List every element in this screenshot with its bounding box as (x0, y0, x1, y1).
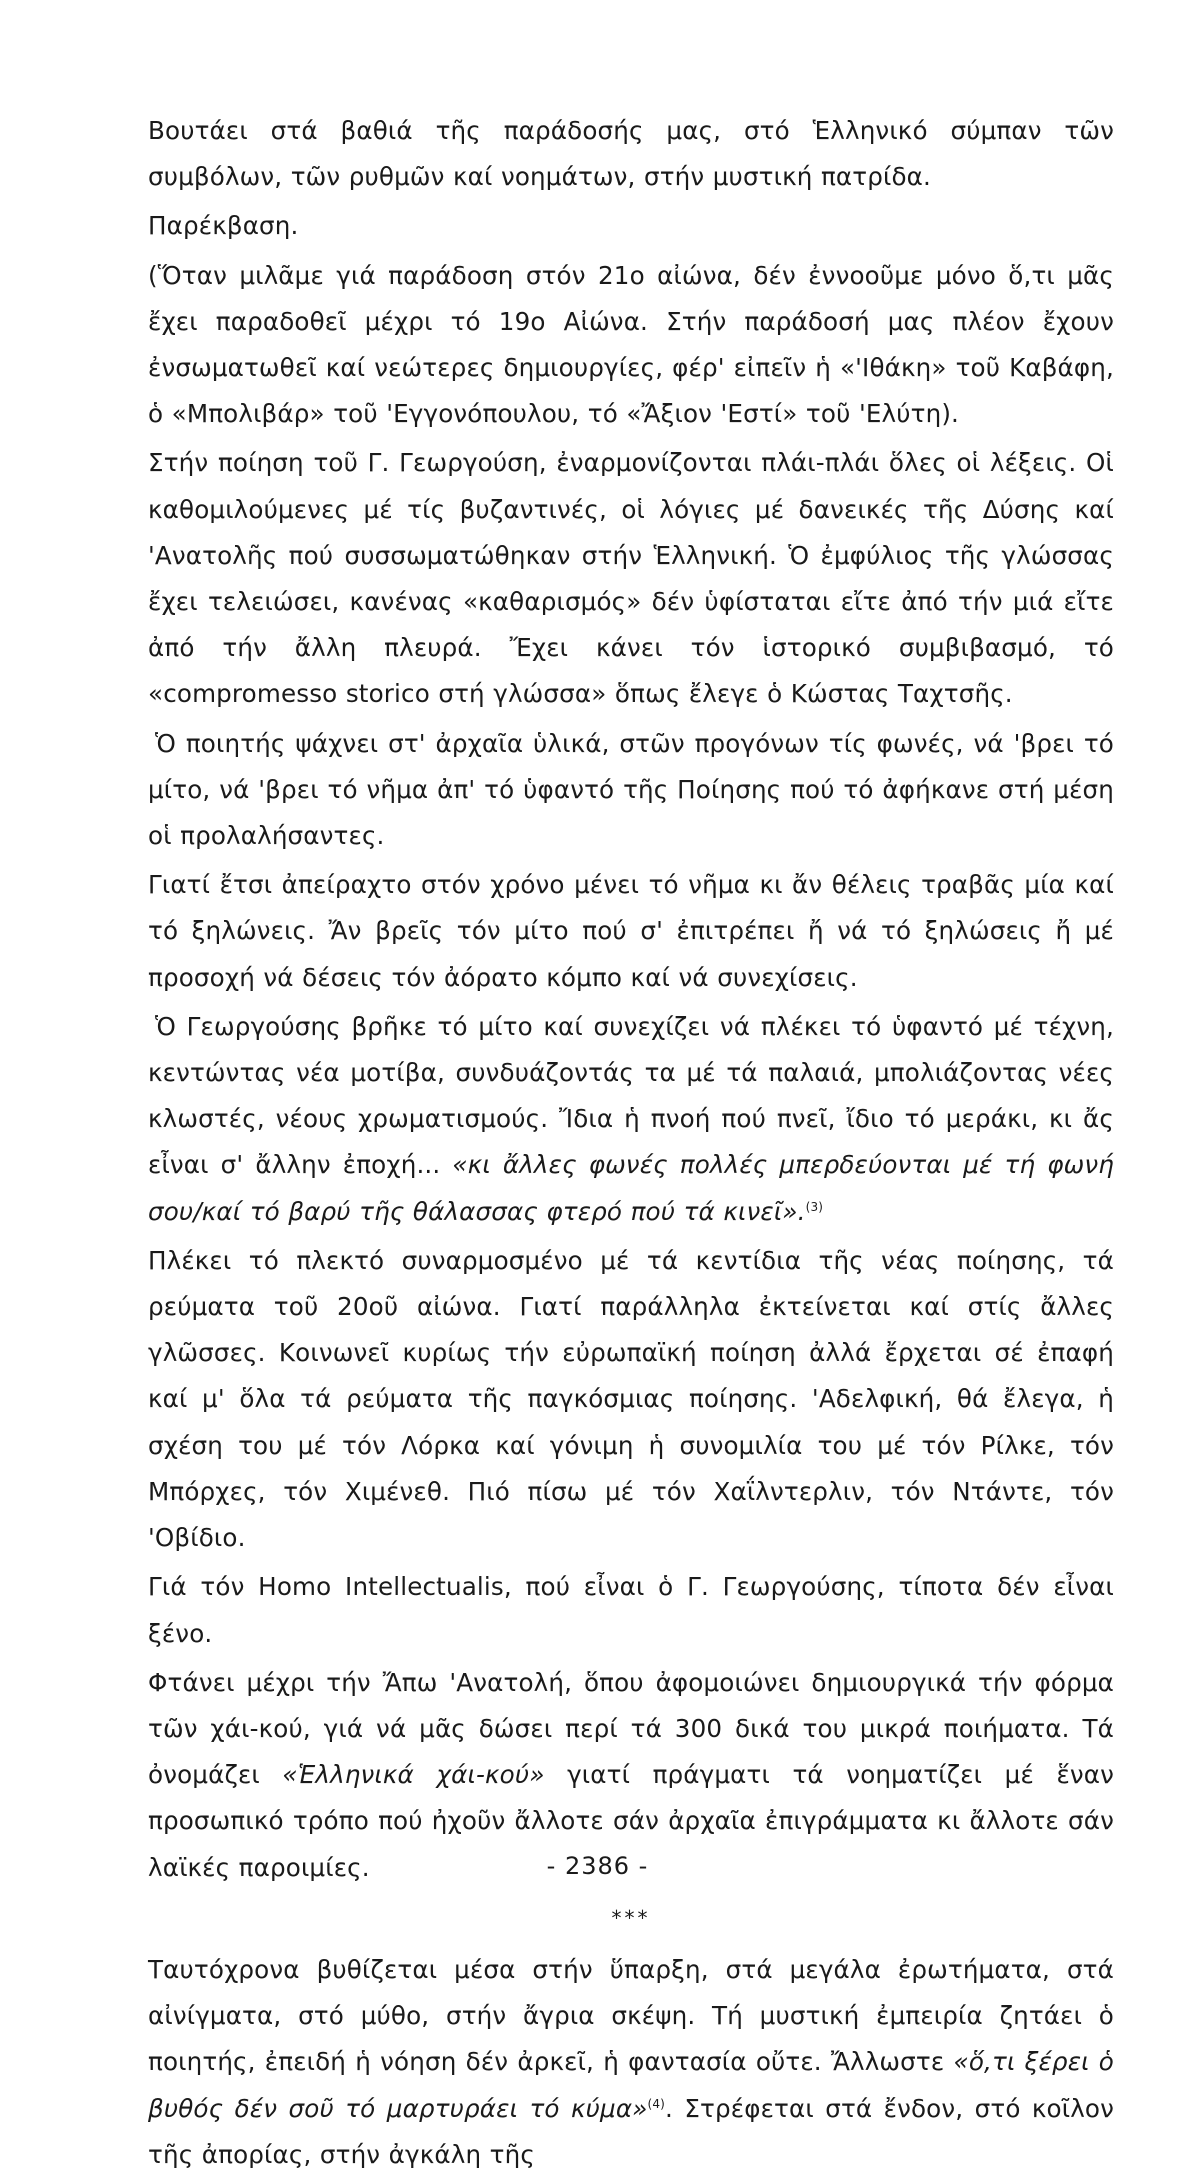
paragraph: Γιά τόν Homo Intellectualis, πού εἶναι ὁ Γ. Γεωργούσης, τίποτα δέν εἶναι ξένο. (148, 1572, 1114, 1648)
paragraph-text: Ὁ Γεωργούσης βρῆκε τό μίτο καί συνεχίζει νά πλέκει τό ὑφαντό μέ τέχνη, κεντώντας νέα μοτίβα, συνδυάζοντάς τα μέ τά παλαιά, μπολιάζοντας νέες κλωστές, νέους χρωματισμούς. Ἴδια ἡ πνοή πού πνεῖ, ἴδιο τό μεράκι, κι ἄς εἶναι σ' ἄλλην ἐποχή... (148, 1011, 1114, 1180)
quote: «κι ἄλλες φωνές πολλές μπερδεύονται μέ τή φωνή σου/καί τό βαρύ τῆς θάλασσας φτερό πού τά κινεῖ». (148, 1150, 1114, 1226)
paragraph: Παρέκβαση. (148, 211, 299, 241)
paragraph: (Ὅταν μιλᾶμε γιά παράδοση στόν 21ο αἰώνα, δέν ἐννοοῦμε μόνο ὅ,τι μᾶς ἔχει παραδοθεῖ μέχρι τό 19ο Αἰώνα. Στήν παράδοσή μας πλέον ἔχουν ἐνσωματωθεῖ καί νεώτερες δημιουργίες, φέρ' εἰπεῖν ἡ «'Ιθάκη» τοῦ Καβάφη, ὁ «Μπολιβάρ» τοῦ 'Εγγονόπουλου, τό «Ἄξιον 'Εστί» τοῦ 'Ελύτη). (148, 260, 1114, 429)
page-number: - 2386 - (546, 1852, 649, 1880)
punctuation: . (664, 2093, 673, 2123)
quote: «ὅ,τι ξέρει ὁ βυθός δέν σοῦ τό μαρτυράει τό κύμα» (148, 2047, 1114, 2123)
paragraph: Ὁ ποιητής ψάχνει στ' ἀρχαῖα ὑλικά, στῶν προγόνων τίς φωνές, νά 'βρει τό μίτο, νά 'βρει τό νῆμα ἀπ' τό ὑφαντό τῆς Ποίησης πού τό ἀφήκανε στή μέση οἱ προλαλήσαντες. (148, 728, 1114, 851)
paragraph-text: Στρέφεται στά ἔνδον, στό κοῖλον τῆς ἀπορίας, στήν ἀγκάλη τῆς (148, 2093, 1115, 2169)
paragraph (148, 1947, 1114, 2178)
paragraph-text: γιατί πράγματι τά νοηματίζει μέ ἕναν προσωπικό τρόπο πού ἠχοῦν ἄλλοτε σάν ἀρχαῖα ἐπιγράμματα κι ἄλλοτε σάν λαϊκές παροιμίες. (148, 1760, 1115, 1882)
footnote-marker: (4) (647, 2096, 665, 2111)
section-separator: *** (611, 1905, 651, 1930)
quote: «Ἑλληνικά χάι-κού» (282, 1760, 545, 1790)
paragraph (148, 1004, 1114, 1235)
paragraph-text: Φτάνει μέχρι τήν Ἄπω 'Ανατολή, ὅπου ἀφομοιώνει δημιουργικά τήν φόρμα τῶν χάι-κού, γιά νά μᾶς δώσει περί τά 300 δικά του μικρά ποιήματα. Τά ὀνομάζει (148, 1667, 1114, 1790)
paragraph-text: Ταυτόχρονα βυθίζεται μέσα στήν ὕπαρξη, στά μεγάλα ἐρωτήματα, στά αἰνίγματα, στό μύθο, στήν ἄγρια σκέψη. Τή μυστική ἐμπειρία ζητάει ὁ ποιητής, ἐπειδή ἡ νόηση δέν ἀρκεῖ, ἡ φαντασία οὔτε. Ἄλλωστε (148, 1954, 1114, 2077)
paragraph: Γιατί ἔτσι ἀπείραχτο στόν χρόνο μένει τό νῆμα κι ἄν θέλεις τραβᾶς μία καί τό ξηλώνεις. Ἄν βρεῖς τόν μίτο πού σ' ἐπιτρέπει ἤ νά τό ξηλώσεις ἤ μέ προσοχή νά δέσεις τόν ἀόρατο κόμπο καί νά συνεχίσεις. (148, 870, 1114, 992)
paragraph: Βουτάει στά βαθιά τῆς παράδοσής μας, στό Ἑλληνικό σύμπαν τῶν συμβόλων, τῶν ρυθμῶν καί νοημάτων, στήν μυστική πατρίδα. (148, 116, 1114, 192)
footnote-marker: (3) (805, 1199, 824, 1214)
paragraph: Πλέκει τό πλεκτό συναρμοσμένο μέ τά κεντίδια τῆς νέας ποίησης, τά ρεύματα τοῦ 20οῦ αἰώνα. Γιατί παράλληλα ἐκτείνεται καί στίς ἄλλες γλῶσσες. Κοινωνεῖ κυρίως τήν εὐρωπαϊκή ποίηση ἀλλά ἔρχεται σέ ἐπαφή καί μ' ὅλα τά ρεύματα τῆς παγκόσμιας ποίησης. 'Αδελφική, θά ἔλεγα, ἡ σχέση του μέ τόν Λόρκα καί γόνιμη ἡ συνομιλία του μέ τόν Ρίλκε, τόν Μπόρχες, τόν Χιμένεθ. Πιό πίσω μέ τόν Χαΐλντερλιν, τόν Ντάντε, τόν 'Οβίδιο. (148, 1245, 1114, 1553)
paragraph: Στήν ποίηση τοῦ Γ. Γεωργούση, ἐναρμονίζονται πλάι-πλάι ὅλες οἱ λέξεις. Οἱ καθομιλούμενες μέ τίς βυζαντινές, οἱ λόγιες μέ δανεικές τῆς Δύσης καί 'Ανατολῆς πού συσσωματώθηκαν στήν Ἑλληνική. Ὁ ἐμφύλιος τῆς γλώσσας ἔχει τελειώσει, κανένας «καθαρισμός» δέν ὑφίσταται εἴτε ἀπό τήν μιά εἴτε ἀπό τήν ἄλλη πλευρά. Ἔχει κάνει τόν ἱστορικό συμβιβασμό, τό «compromesso storico στή γλώσσα» ὅπως ἔλεγε ὁ Κώστας Ταχτσῆς. (148, 448, 1114, 709)
